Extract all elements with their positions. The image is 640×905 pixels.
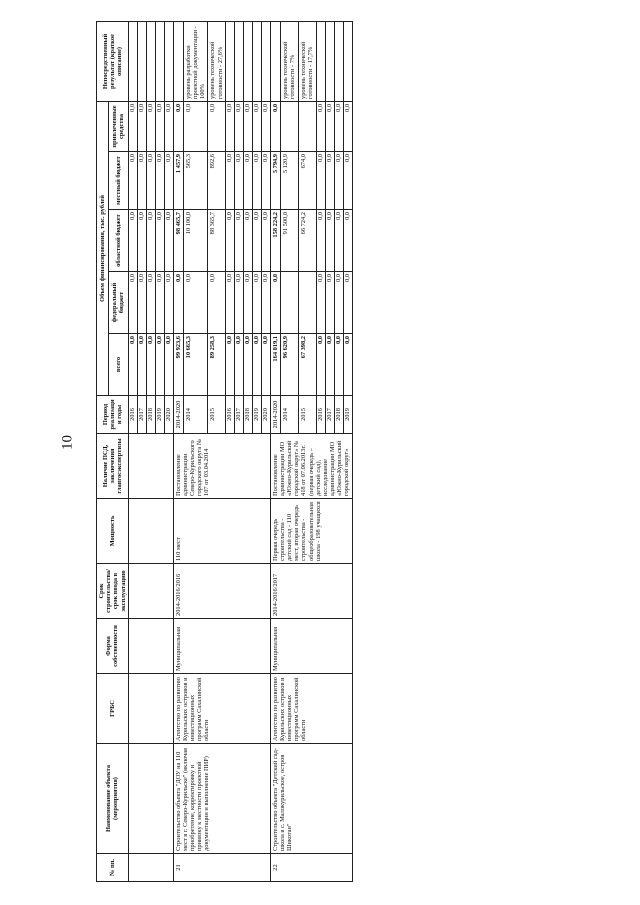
empty-cell-psd — [128, 434, 173, 499]
local-cell: 0,0 — [261, 152, 270, 210]
object-21-group — [173, 21, 270, 881]
col-attracted-header: привлеченные средства — [108, 101, 128, 151]
total-cell: 0,0 — [128, 334, 137, 396]
local-cell: 0,0 — [343, 152, 352, 210]
attracted-cell: 0,0 — [173, 101, 183, 151]
result-cell — [173, 21, 183, 101]
attracted-cell: 0,0 — [343, 101, 352, 151]
federal-cell: 0,0 — [155, 272, 164, 334]
result-cell — [243, 21, 252, 101]
total-cell: 0,0 — [234, 334, 243, 396]
col-capacity-header: Мощность — [97, 499, 129, 564]
local-cell: 0,0 — [325, 152, 334, 210]
regional-cell: 0,0 — [252, 210, 261, 272]
federal-cell: 0,0 — [334, 272, 343, 334]
local-cell: 5 794,9 — [270, 152, 280, 210]
total-cell: 0,0 — [146, 334, 155, 396]
period-cell: 2019 — [252, 396, 261, 434]
period-cell: 2018 — [334, 396, 343, 434]
period-cell: 2014 — [281, 396, 299, 434]
regional-cell: 0,0 — [146, 210, 155, 272]
total-cell: 0,0 — [334, 334, 343, 396]
federal-cell: 0,0 — [325, 272, 334, 334]
federal-cell: 0,0 — [128, 272, 137, 334]
result-cell — [261, 21, 270, 101]
object-22-group — [270, 21, 352, 881]
object-name: Строительство объекта "Детский сад-школа в с. Малокурильское, остров Шикотан" — [270, 744, 352, 854]
period-cell: 2016 — [225, 396, 234, 434]
total-cell: 96 620,9 — [281, 334, 299, 396]
federal-cell — [281, 272, 299, 334]
object-term: 2014-2016/2017 — [270, 564, 352, 619]
object-ownership: Муниципальная — [173, 619, 270, 674]
period-cell: 2014-2020 — [173, 396, 183, 434]
federal-cell: 0,0 — [225, 272, 234, 334]
empty-cell-ownership — [128, 619, 173, 674]
regional-cell: 0,0 — [334, 210, 343, 272]
period-cell: 2015 — [208, 396, 225, 434]
federal-cell: 0,0 — [234, 272, 243, 334]
rotated-table-container — [96, 22, 616, 882]
attracted-cell: 0,0 — [183, 101, 208, 151]
federal-cell: 0,0 — [173, 272, 183, 334]
total-cell: 0,0 — [316, 334, 325, 396]
period-cell: 2015 — [298, 396, 316, 434]
total-cell: 0,0 — [225, 334, 234, 396]
total-cell: 0,0 — [243, 334, 252, 396]
object-capacity: Первая очередь строительства - детский сад - 110 мест, вторая очередь строительства - общеобразовательная школа - 198 учащихся — [270, 499, 352, 564]
result-cell — [270, 21, 280, 101]
attracted-cell: 0,0 — [261, 101, 270, 151]
local-cell: 0,0 — [128, 152, 137, 210]
total-cell: 89 258,3 — [208, 334, 225, 396]
period-cell: 2016 — [316, 396, 325, 434]
regional-cell: 0,0 — [234, 210, 243, 272]
regional-cell: 0,0 — [164, 210, 173, 272]
period-cell: 2018 — [146, 396, 155, 434]
total-cell: 164 019,1 — [270, 334, 280, 396]
federal-cell: 0,0 — [343, 272, 352, 334]
attracted-cell: 0,0 — [164, 101, 173, 151]
object-psd: Постановление администрации Северо-Курильского городского округа № 107 от 03.04.2014 — [173, 434, 270, 499]
object-psd: Постановление администрации МО «Южно-Курильский городской округ» № 418 от 07.06.2013г. (первая очередь – детский сад), исследование администрации МО «Южно-Курильский городской округ» — [270, 434, 352, 499]
result-cell — [137, 21, 146, 101]
local-cell: 0,0 — [164, 152, 173, 210]
local-cell: 565,3 — [183, 152, 208, 210]
attracted-cell — [298, 101, 316, 151]
total-cell: 0,0 — [164, 334, 173, 396]
federal-cell: 0,0 — [252, 272, 261, 334]
object-number: 21 — [173, 854, 270, 882]
result-cell — [128, 21, 137, 101]
object-capacity: 110 мест — [173, 499, 270, 564]
regional-cell: 0,0 — [137, 210, 146, 272]
regional-cell: 0,0 — [316, 210, 325, 272]
object-name: Строительство объекта "ДОУ на 110 мест в г. Северо-Курильске" (включая приобретение, корректировку и привязку к местности проектной документации и выполнение ПИР) — [173, 744, 270, 854]
attracted-cell: 0,0 — [146, 101, 155, 151]
header-row-1 — [97, 21, 109, 881]
result-cell: уровень технической готовности - 17,7% — [298, 21, 316, 101]
regional-cell: 158 224,2 — [270, 210, 280, 272]
local-cell: 0,0 — [146, 152, 155, 210]
col-total-header: всего — [108, 334, 128, 396]
result-cell — [325, 21, 334, 101]
federal-cell: 0,0 — [270, 272, 280, 334]
regional-cell: 0,0 — [225, 210, 234, 272]
empty-cell-name — [128, 744, 173, 854]
federal-cell: 0,0 — [261, 272, 270, 334]
attracted-cell: 0,0 — [334, 101, 343, 151]
table-row — [128, 21, 137, 881]
total-cell: 0,0 — [252, 334, 261, 396]
attracted-cell: 0,0 — [325, 101, 334, 151]
local-cell: 0,0 — [155, 152, 164, 210]
period-cell: 2019 — [343, 396, 352, 434]
local-cell: 0,0 — [243, 152, 252, 210]
federal-cell: 0,0 — [146, 272, 155, 334]
financing-table — [96, 21, 353, 882]
result-cell — [334, 21, 343, 101]
period-cell: 2014 — [183, 396, 208, 434]
col-period-header: Период реализации годы — [97, 396, 129, 434]
period-cell: 2020 — [261, 396, 270, 434]
col-grbs-header: ГРБС — [97, 674, 129, 744]
result-cell — [146, 21, 155, 101]
empty-cell-num — [128, 854, 173, 882]
period-cell: 2017 — [325, 396, 334, 434]
local-cell: 1 457,9 — [173, 152, 183, 210]
federal-cell: 0,0 — [208, 272, 225, 334]
result-cell — [316, 21, 325, 101]
result-cell — [164, 21, 173, 101]
total-cell: 0,0 — [325, 334, 334, 396]
period-cell: 2017 — [137, 396, 146, 434]
total-cell: 0,0 — [261, 334, 270, 396]
local-cell: 0,0 — [316, 152, 325, 210]
attracted-cell: 0,0 — [234, 101, 243, 151]
table-row — [270, 21, 280, 881]
object-term: 2014-2016/2016 — [173, 564, 270, 619]
regional-cell: 98 465,7 — [173, 210, 183, 272]
federal-cell: 0,0 — [137, 272, 146, 334]
local-cell: 674,0 — [298, 152, 316, 210]
object-ownership: Муниципальная — [270, 619, 352, 674]
result-cell — [155, 21, 164, 101]
total-cell: 10 665,3 — [183, 334, 208, 396]
result-cell: уровень технической готовности - 7% — [281, 21, 299, 101]
object-grbs: Агентство по развитию Курильских островов и инвестиционных программ Сахалинской области — [173, 674, 270, 744]
regional-cell: 66 724,2 — [298, 210, 316, 272]
attracted-cell: 0,0 — [155, 101, 164, 151]
table-row — [173, 21, 183, 881]
col-num-header: № пп. — [97, 854, 129, 882]
result-cell — [343, 21, 352, 101]
total-cell: 67 398,2 — [298, 334, 316, 396]
result-cell: уровень технической готовности - 27,6% — [208, 21, 225, 101]
attracted-cell: 0,0 — [243, 101, 252, 151]
regional-cell: 0,0 — [128, 210, 137, 272]
attracted-cell: 0,0 — [252, 101, 261, 151]
local-cell: 0,0 — [225, 152, 234, 210]
total-cell: 99 923,6 — [173, 334, 183, 396]
col-psd-header: Наличие ПСД, заключения главгосэкспертизы — [97, 434, 129, 499]
local-cell: 892,6 — [208, 152, 225, 210]
result-cell: уровень разработки проектной документации - 100% — [183, 21, 208, 101]
period-cell: 2014-2020 — [270, 396, 280, 434]
empty-cell-term — [128, 564, 173, 619]
attracted-cell: 0,0 — [316, 101, 325, 151]
regional-cell: 0,0 — [325, 210, 334, 272]
empty-cell-grbs — [128, 674, 173, 744]
object-grbs: Агентство по развитию Курильских островов и инвестиционных программ Сахалинской области — [270, 674, 352, 744]
col-federal-header: федеральный бюджет — [108, 272, 128, 334]
empty-cell-capacity — [128, 499, 173, 564]
col-term-header: Срок строительства/срок ввода в эксплуатацию — [97, 564, 129, 619]
regional-cell: 0,0 — [155, 210, 164, 272]
regional-cell: 91 500,0 — [281, 210, 299, 272]
period-cell: 2019 — [155, 396, 164, 434]
attracted-cell — [281, 101, 299, 151]
regional-cell: 88 365,7 — [208, 210, 225, 272]
col-name-header: Наименование объекта (мероприятия) — [97, 744, 129, 854]
federal-cell: 0,0 — [164, 272, 173, 334]
object-number: 22 — [270, 854, 352, 882]
federal-cell: 0,0 — [316, 272, 325, 334]
period-cell: 2020 — [164, 396, 173, 434]
page-number: 10 — [59, 435, 76, 450]
federal-cell: 0,0 — [183, 272, 208, 334]
result-cell — [234, 21, 243, 101]
regional-cell: 0,0 — [343, 210, 352, 272]
local-cell: 0,0 — [234, 152, 243, 210]
total-cell: 0,0 — [155, 334, 164, 396]
total-cell: 0,0 — [137, 334, 146, 396]
period-cell: 2017 — [234, 396, 243, 434]
col-result-header: Непосредственный результат (краткое описание) — [97, 21, 129, 101]
col-ownership-header: Форма собственности — [97, 619, 129, 674]
local-cell: 0,0 — [137, 152, 146, 210]
top-rows-group — [128, 21, 173, 881]
col-financing-header: Объем финансирования, тыс. рублей — [97, 101, 109, 395]
total-cell: 0,0 — [343, 334, 352, 396]
regional-cell: 10 100,0 — [183, 210, 208, 272]
local-cell: 0,0 — [252, 152, 261, 210]
regional-cell: 0,0 — [261, 210, 270, 272]
attracted-cell: 0,0 — [137, 101, 146, 151]
period-cell: 2018 — [243, 396, 252, 434]
federal-cell — [298, 272, 316, 334]
attracted-cell: 0,0 — [208, 101, 225, 151]
regional-cell: 0,0 — [243, 210, 252, 272]
attracted-cell: 0,0 — [270, 101, 280, 151]
result-cell — [252, 21, 261, 101]
result-cell — [225, 21, 234, 101]
federal-cell: 0,0 — [243, 272, 252, 334]
local-cell: 5 120,9 — [281, 152, 299, 210]
period-cell: 2016 — [128, 396, 137, 434]
attracted-cell: 0,0 — [128, 101, 137, 151]
col-regional-header: областной бюджет — [108, 210, 128, 272]
attracted-cell: 0,0 — [225, 101, 234, 151]
local-cell: 0,0 — [334, 152, 343, 210]
col-local-header: местный бюджет — [108, 152, 128, 210]
